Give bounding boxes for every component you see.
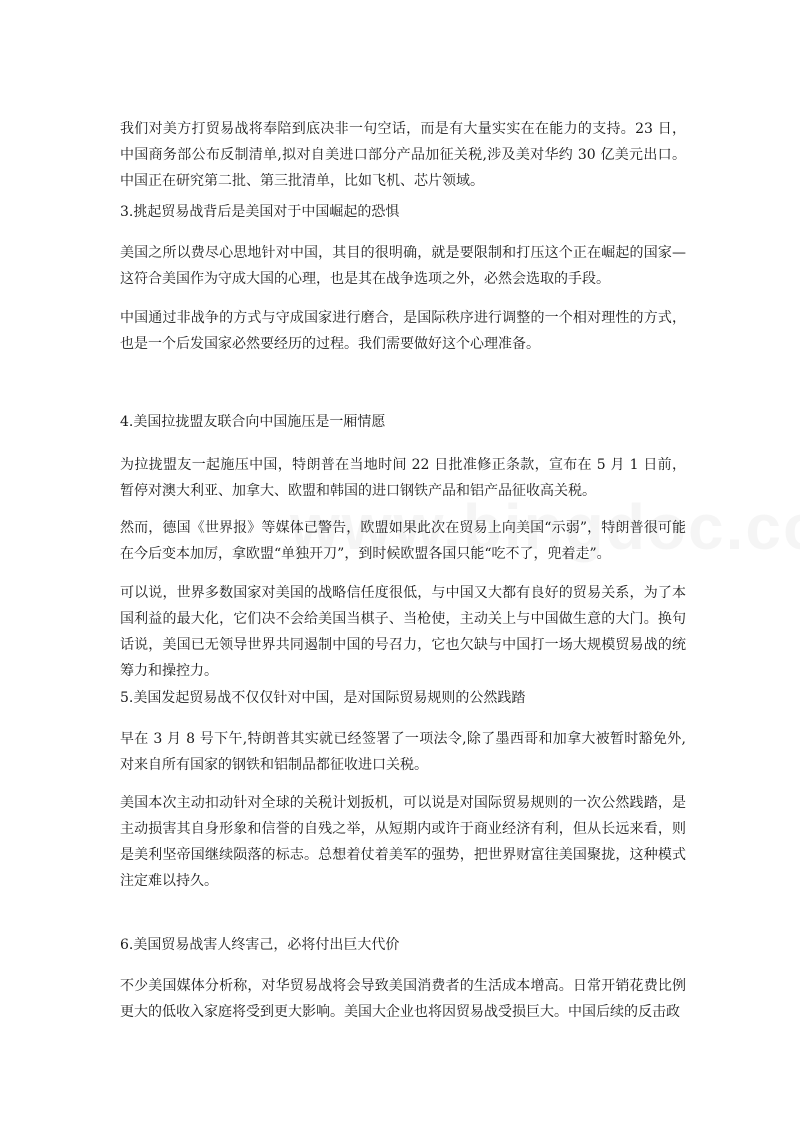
paragraph-non-war-adjustment: 中国通过非战争的方式与守成国家进行磨合，是国际秩序进行调整的一个相对理性的方式，也是一个后发国家必然要经历的过程。我们需要做好这个心理准备。 (120, 310, 686, 352)
paragraph-trade-war-capability: 我们对美方打贸易战将奉陪到底决非一句空话，而是有大量实实在在能力的支持。23 日，中国商务部公布反制清单,拟对自美进口部分产品加征关税,涉及美对华约 30 亿美元出口。中国正在研究第二批、第三批清单，比如飞机、芯片领域。 (120, 121, 686, 189)
paragraph-global-tariff: 美国本次主动扣动针对全球的关税计划扳机，可以说是对国际贸易规则的一次公然践踏，是主动损害其自身形象和信誉的自残之举，从短期内或许于商业经济有利，但从长远来看，则是美利坚帝国继续陨落的标志。总想着仗着美军的强势，把世界财富往美国聚拢，这种模式注定难以持久。 (120, 795, 686, 889)
paragraph-march-8-order: 早在 3 月 8 号下午,特朗普其实就已经签署了一项法令,除了墨西哥和加拿大被暂时豁免外,对来自所有国家的钢铁和铝制品都征收进口关税。 (120, 731, 686, 773)
paragraph-allies-tariff: 为拉拢盟友一起施压中国，特朗普在当地时间 22 日批准修正条款，宣布在 5 月 1 日前，暂停对澳大利亚、加拿大、欧盟和韩国的进口钢铁产品和铝产品征收高关税。 (120, 457, 686, 499)
section-heading-3: 3.挑起贸易战背后是美国对于中国崛起的恐惧 (120, 204, 400, 220)
paragraph-strategic-trust: 可以说，世界多数国家对美国的战略信任度很低，与中国又大都有良好的贸易关系，为了本国利益的最大化，它们决不会给美国当棋子、当枪使，主动关上与中国做生意的大门。换句话说，美国已无领导世界共同遏制中国的号召力，它也欠缺与中国打一场大规模贸易战的统筹力和操控力。 (120, 585, 686, 679)
paragraph-us-motive: 美国之所以费尽心思地针对中国，其目的很明确，就是要限制和打压这个正在崛起的国家—这符合美国作为守成大国的心理，也是其在战争选项之外，必然会选取的手段。 (120, 245, 686, 287)
section-heading-6: 6.美国贸易战害人终害己，必将付出巨大代价 (120, 937, 400, 953)
section-heading-4: 4.美国拉拢盟友联合向中国施压是一厢情愿 (120, 414, 386, 430)
paragraph-die-welt: 然而，德国《世界报》等媒体已警告，欧盟如果此次在贸易上向美国“示弱”，特朗普很可能在今后变本加厉，拿欧盟“单独开刀”，到时候欧盟各国只能“吃不了，兜着走”。 (120, 520, 686, 562)
section-heading-5: 5.美国发起贸易战不仅仅针对中国，是对国际贸易规则的公然践踏 (120, 690, 526, 706)
paragraph-consumer-cost: 不少美国媒体分析称，对华贸易战将会导致美国消费者的生活成本增高。日常开销花费比例更大的低收入家庭将受到更大影响。美国大企业也将因贸易战受损巨大。中国后续的反击政 (120, 978, 686, 1020)
